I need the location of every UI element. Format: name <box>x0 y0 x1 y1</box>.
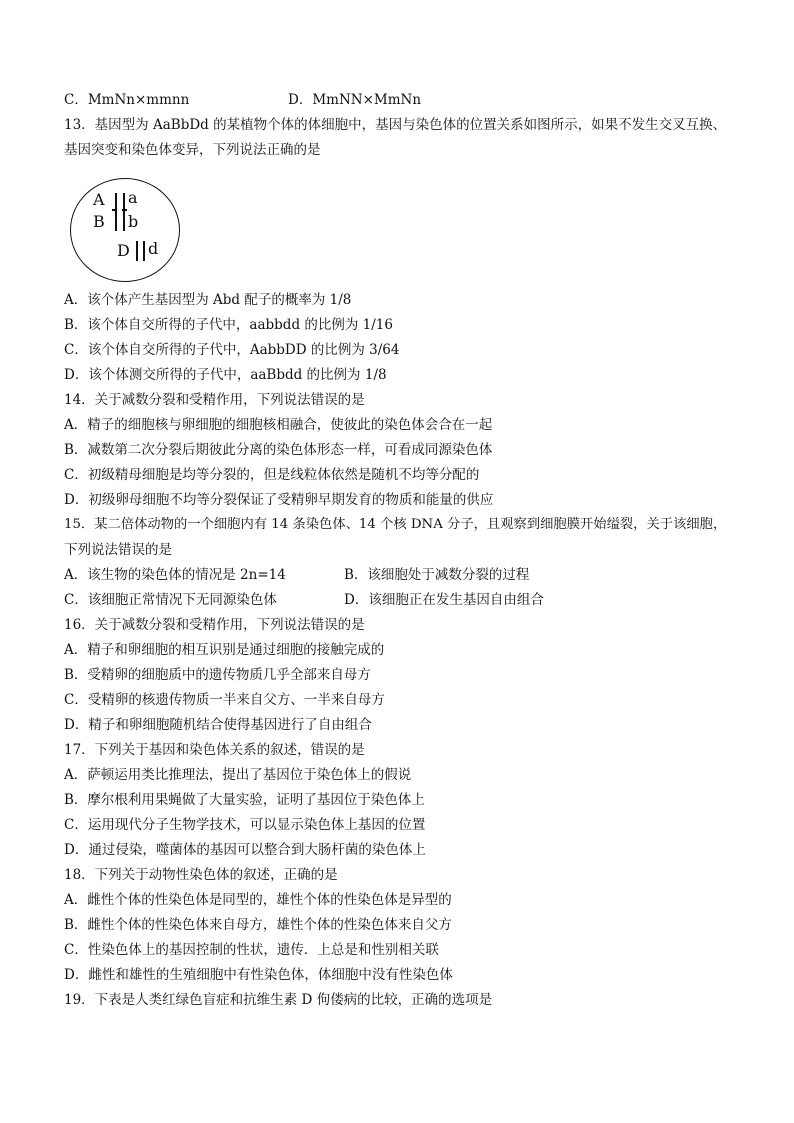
q16-stem: 16．关于减数分裂和受精作用，下列说法错误的是 <box>64 617 365 633</box>
q14-option-c: C．初级精母细胞是均等分裂的，但是线粒体依然是随机不均等分配的 <box>64 467 480 483</box>
q16-option-b: B．受精卵的细胞质中的遗传物质几乎全部来自母方 <box>64 667 371 683</box>
chromosome-4 <box>143 241 145 261</box>
q15-stem-line1: 15．某二倍体动物的一个细胞内有 14 条染色体、14 个核 DNA 分子，且观察到细胞膜开始缢裂，关于该细胞， <box>64 517 727 532</box>
q14-option-b: B．减数第二次分裂后期彼此分离的染色体形态一样，可看成同源染色体 <box>64 442 493 458</box>
chromosome-1 <box>115 193 117 231</box>
q14-option-a: A．精子的细胞核与卵细胞的细胞核相融合，使彼此的染色体会合在一起 <box>64 417 493 433</box>
q16-option-d: D．精子和卵细胞随机结合使得基因进行了自由组合 <box>64 717 372 733</box>
gene-B: B <box>93 212 105 231</box>
q13-option-c: C．该个体自交所得的子代中，AabbDD 的比例为 3/64 <box>64 342 400 358</box>
q19-stem: 19．下表是人类红绿色盲症和抗维生素 D 佝偻病的比较，正确的选项是 <box>64 992 493 1008</box>
gene-a: a <box>128 188 138 207</box>
gene-D: D <box>117 241 130 260</box>
q14-option-d: D．初级卵母细胞不均等分裂保证了受精卵早期发育的物质和能量的供应 <box>64 492 494 508</box>
q12-option-c: C．MmNn×mmnn <box>64 92 190 108</box>
q15-option-a: A．该生物的染色体的情况是 2n=14 <box>64 567 286 583</box>
chromosome-3 <box>136 241 138 261</box>
centromere-1 <box>112 209 117 211</box>
q15-stem-line2: 下列说法错误的是 <box>64 542 172 558</box>
chromosome-2 <box>123 193 125 231</box>
q18-stem: 18．下列关于动物性染色体的叙述，正确的是 <box>64 867 338 883</box>
q15-option-c: C．该细胞正常情况下无同源染色体 <box>64 592 277 608</box>
q13-option-a: A．该个体产生基因型为 Abd 配子的概率为 1/8 <box>64 292 352 308</box>
centromere-2 <box>122 209 127 211</box>
q12-option-d: D．MmNN×MmNn <box>288 92 422 108</box>
q17-option-c: C．运用现代分子生物学技术，可以显示染色体上基因的位置 <box>64 817 426 833</box>
q18-option-d: D．雌性和雄性的生殖细胞中有性染色体，体细胞中没有性染色体 <box>64 967 453 983</box>
gene-d: d <box>148 239 159 258</box>
q18-option-a: A．雌性个体的性染色体是同型的，雄性个体的性染色体是异型的 <box>64 892 452 908</box>
q18-option-c: C．性染色体上的基因控制的性状，遗传．上总是和性别相关联 <box>64 942 439 958</box>
q15-option-d: D．该细胞正在发生基因自由组合 <box>344 592 544 608</box>
q13-stem-line1: 13．基因型为 AaBbDd 的某植物个体的体细胞中，基因与染色体的位置关系如图所示，如果不发生交叉互换、 <box>64 117 727 133</box>
gene-A: A <box>93 190 105 209</box>
q18-option-b: B．雌性个体的性染色体来自母方，雄性个体的性染色体来自父方 <box>64 917 452 933</box>
q13-stem-line2: 基因突变和染色体变异，下列说法正确的是 <box>64 142 321 158</box>
cell-diagram <box>70 178 180 282</box>
q13-option-d: D．该个体测交所得的子代中，aaBbdd 的比例为 1/8 <box>64 367 387 383</box>
q14-stem: 14．关于减数分裂和受精作用，下列说法错误的是 <box>64 392 365 408</box>
q17-stem: 17．下列关于基因和染色体关系的叙述，错误的是 <box>64 742 365 758</box>
q17-option-d: D．通过侵染，噬菌体的基因可以整合到大肠杆菌的染色体上 <box>64 842 426 858</box>
q16-option-c: C．受精卵的核遗传物质一半来自父方、一半来自母方 <box>64 692 385 708</box>
q13-option-b: B．该个体自交所得的子代中，aabbdd 的比例为 1/16 <box>64 317 393 333</box>
gene-b: b <box>128 212 139 231</box>
q16-option-a: A．精子和卵细胞的相互识别是通过细胞的接触完成的 <box>64 642 385 658</box>
q15-option-b: B．该细胞处于减数分裂的过程 <box>344 567 530 583</box>
q17-option-b: B．摩尔根利用果蝇做了大量实验，证明了基因位于染色体上 <box>64 792 425 808</box>
q17-option-a: A．萨顿运用类比推理法，提出了基因位于染色体上的假说 <box>64 767 412 783</box>
